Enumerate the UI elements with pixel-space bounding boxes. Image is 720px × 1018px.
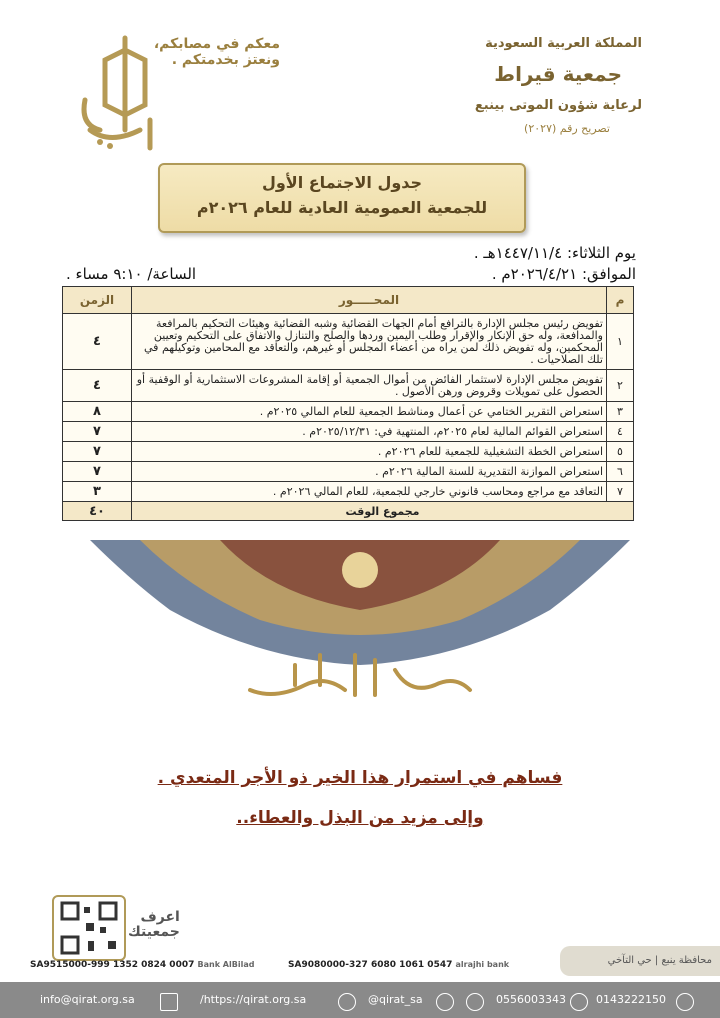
- table-header-row: [63, 287, 634, 314]
- row-time: ٧: [63, 462, 132, 482]
- iban-alrajhi: SA9080000-327 6080 1061 0547: [288, 960, 453, 970]
- email-link[interactable]: info@qirat.org.sa: [40, 993, 135, 1006]
- row-time: ٧: [63, 422, 132, 442]
- website-link[interactable]: /https://qirat.org.sa: [200, 993, 307, 1006]
- row-time: ٧: [63, 442, 132, 462]
- permit-number: تصريح رقم (٢٠٢٧): [524, 122, 610, 135]
- appeal-line-1: فساهم في استمرار هذا الخير ذو الأجر المتعدي .: [157, 768, 563, 788]
- whatsapp-icon: [570, 993, 588, 1011]
- country-name: المملكة العربية السعودية: [485, 36, 642, 51]
- location-bar: [560, 946, 720, 976]
- table-row: [63, 442, 634, 462]
- social-handle[interactable]: @qirat_sa: [368, 993, 423, 1006]
- total-row: [63, 502, 634, 521]
- table-row: [63, 314, 634, 370]
- total-label: مجموع الوقت: [132, 502, 634, 521]
- row-time: ٤: [63, 370, 132, 402]
- iban-albilad: SA9515000-999 1352 0824 0007: [30, 960, 195, 970]
- know-line-2: جمعيتك: [128, 924, 180, 940]
- phone-icon: [676, 993, 694, 1011]
- know-your-association: [128, 910, 180, 940]
- row-topic: استعراض الموازنة التقديرية للسنة المالية ٢٠٢٦م .: [132, 462, 607, 482]
- twitter-icon: [466, 993, 484, 1011]
- appeal-line-2: وإلى مزيد من البذل والعطاء..: [236, 808, 484, 828]
- table-row: [63, 422, 634, 442]
- slogan-line-1: معكم في مصابكم،: [153, 36, 280, 52]
- row-time: ٣: [63, 482, 132, 502]
- mail-icon: [160, 993, 178, 1011]
- phone-number[interactable]: 0143222150: [596, 993, 666, 1006]
- agenda-table: [62, 286, 634, 521]
- row-topic: استعراض القوائم المالية لعام ٢٠٢٥م، المنتهية في: ٢٠٢٥/١٢/٣١م .: [132, 422, 607, 442]
- row-num: ٦: [607, 462, 634, 482]
- org-subtitle: لرعاية شؤون الموتى بينبع: [474, 98, 642, 113]
- row-time: ٨: [63, 402, 132, 422]
- table-row: [63, 370, 634, 402]
- row-num: ٣: [607, 402, 634, 422]
- header-num: م: [607, 287, 634, 314]
- slogan-line-2: ونعتز بخدمتكم .: [171, 52, 280, 68]
- table-row: [63, 462, 634, 482]
- title-line-2: للجمعية العمومية العادية للعام ٢٠٢٦م: [196, 198, 488, 217]
- know-line-1: اعرف: [140, 909, 180, 925]
- row-time: ٤: [63, 314, 132, 370]
- agenda-title-box: [158, 163, 526, 233]
- bank-albilad-name: Bank AlBilad: [197, 960, 255, 969]
- table-row: [63, 402, 634, 422]
- table-row: [63, 482, 634, 502]
- qr-code-icon[interactable]: [52, 895, 126, 961]
- meeting-time: الساعة/ ٩:١٠ مساء .: [66, 265, 197, 283]
- globe-icon: [338, 993, 356, 1011]
- header-topic: المحـــــور: [132, 287, 607, 314]
- instagram-icon: [436, 993, 454, 1011]
- slogan: [150, 36, 280, 68]
- row-num: ٤: [607, 422, 634, 442]
- row-num: ٢: [607, 370, 634, 402]
- mobile-number[interactable]: 0556003343: [496, 993, 566, 1006]
- qirat-logo-icon: [70, 30, 165, 155]
- row-topic: تفويض مجلس الإدارة لاستثمار الفائض من أموال الجمعية أو إقامة المشروعات الاستثمارية أو الوقفية أو الحصول على تمويلات وقروض ورهن الأصول .: [132, 370, 607, 402]
- bank-alrajhi-name: alrajhi bank: [455, 960, 510, 969]
- row-topic: استعراض الخطة التشغيلية للجمعية للعام ٢٠٢٦م .: [132, 442, 607, 462]
- row-topic: تفويض رئيس مجلس الإدارة بالترافع أمام الجهات القضائية وشبه القضائية وهيئات التحكيم بالمرافعة والمدافعة، وله حق الإنكار والإقرار وطلب اليمين وردها والصلح والتنازل والاتفاق على التحكيم وتعيين المحكمين، وله تفويض ذلك لمن يراه من أعضاء المجلس أو غيرهم، والتعاقد مع المحامين وتوكيلهم في تلك الصلاحيات .: [132, 314, 607, 370]
- row-topic: استعراض التقرير الختامي عن أعمال ومناشط الجمعية للعام المالي ٢٠٢٥م .: [132, 402, 607, 422]
- gregorian-date: الموافق: ٢٠٢٦/٤/٢١م .: [491, 265, 636, 283]
- bank-albilad-info: [30, 960, 254, 970]
- row-num: ٧: [607, 482, 634, 502]
- hijri-date: يوم الثلاثاء: ١٤٤٧/١١/٤هـ .: [473, 244, 636, 262]
- row-num: ٥: [607, 442, 634, 462]
- row-num: ١: [607, 314, 634, 370]
- bank-alrajhi-info: [288, 960, 509, 970]
- row-topic: التعاقد مع مراجع ومحاسب قانوني خارجي للجمعية، للعام المالي ٢٠٢٦م .: [132, 482, 607, 502]
- location-text: محافظة ينبع | حي التآخي: [607, 955, 712, 966]
- contact-footer: [0, 982, 720, 1018]
- org-name: جمعية قيراط: [494, 62, 622, 86]
- header-time: الزمن: [63, 287, 132, 314]
- calligraphy-closing-icon: [235, 640, 485, 710]
- total-value: ٤٠: [63, 502, 132, 521]
- title-line-1: جدول الاجتماع الأول: [261, 173, 423, 192]
